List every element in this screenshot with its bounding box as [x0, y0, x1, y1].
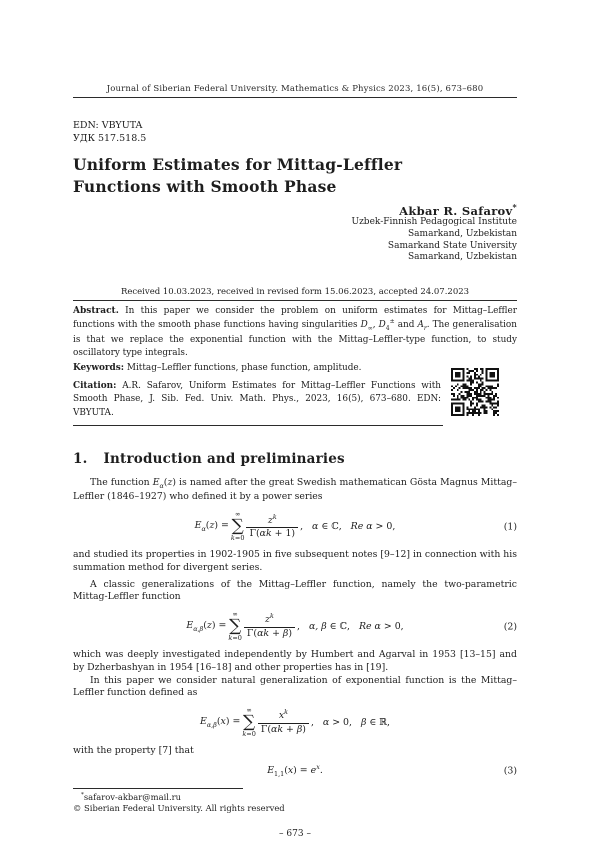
- equation-3-unnumbered: [73, 707, 517, 738]
- equation-4: [73, 763, 517, 779]
- abstract-top-rule: [73, 300, 517, 301]
- udk-line: УДК 517.518.5: [73, 133, 147, 145]
- section-number: 1.: [73, 451, 88, 468]
- author-name: Akbar R. Safarov*: [399, 201, 517, 218]
- paragraph-3: A classic generalizations of the Mittag–Leffler function, namely the two-parametric Mittag-Leffler function: [73, 578, 517, 603]
- section-heading: [73, 451, 517, 467]
- running-head: Journal of Siberian Federal University. Mathematics & Physics 2023, 16(5), 673–680: [106, 84, 484, 94]
- eq3-lhs: $E_{\alpha,\beta}(x)$ =: [199, 716, 241, 729]
- summation-symbol: ∞ ∑ k=0: [230, 510, 245, 543]
- received-line: Received 10.03.2023, received in revised form 15.06.2023, accepted 24.07.2023: [120, 287, 470, 298]
- keywords-text: Mittag–Leffler functions, phase function, amplitude.: [126, 363, 362, 374]
- citation-bottom-rule: [73, 425, 443, 426]
- paragraph-1: The function $E_\alpha(z)$ is named after the great Swedish mathematican Gösta Magnus Mittag–Leffler (1846–1927) who defined it by a power series: [73, 477, 517, 503]
- author-block: [73, 202, 517, 265]
- summation-symbol: ∞ ∑ k=0: [228, 609, 242, 643]
- affiliation-line: Samarkand State University: [387, 240, 517, 251]
- abstract-text: In this paper we consider the problem on uniform estimates for Mittag–Leffler functions with the smooth phase functions having singularities $D_\infty$, $D_4^\pm$ and $A_r$. The generalisation is that we replace the exponential function with the Mittag–Leffler-type function, to study oscillatory type integrals.: [73, 306, 517, 358]
- eq4-body: $E_{1,1}(x) = e^x$.: [267, 763, 323, 779]
- citation-label: Citation:: [73, 380, 117, 391]
- section-title: Introduction and preliminaries: [103, 451, 345, 468]
- footnote-rule: [73, 788, 243, 789]
- equation-2: [73, 611, 517, 642]
- fraction: $\frac{z^k}{\Gamma(\alpha k + \beta)}$: [244, 613, 295, 639]
- citation-text: A.R. Safarov, Uniform Estimates for Mittag–Leffler Functions with Smooth Phase, J. Sib. Fed. Univ. Math. Phys., 2023, 16(5), 673–680. EDN: VBYUTA.: [73, 380, 441, 418]
- fraction: $\frac{z^k}{\Gamma(\alpha k + 1)}$: [246, 514, 298, 540]
- eq1-conditions: , α ∈ ℂ, Re α > 0,: [300, 521, 396, 533]
- eq3-conditions: , α > 0, β ∈ ℝ,: [310, 716, 391, 728]
- sigma-glyph: ∑: [231, 516, 244, 537]
- summation-symbol: ∞ ∑ k=0: [242, 705, 256, 738]
- equation-number: (2): [503, 621, 517, 633]
- fraction: $\frac{x^k}{\Gamma(\alpha k + \beta)}$: [258, 709, 309, 735]
- qr-code: [451, 368, 499, 416]
- eq1-lhs: $E_\alpha(z)$ =: [194, 520, 229, 534]
- header-rule: [73, 97, 517, 98]
- paragraph-4: which was deeply investigated independently by Humbert and Agarval in 1953 [13–15] and by Dzherbashyan in 1954 [16–18] and other properties has in [19].: [73, 649, 517, 673]
- page-number: – 673 –: [279, 829, 311, 840]
- abstract: [73, 305, 517, 359]
- affiliation-line: Samarkand, Uzbekistan: [408, 229, 517, 240]
- article-identifiers: [73, 119, 517, 146]
- footnote-email: *safarov-akbar@mail.ru: [81, 791, 182, 802]
- abstract-label: Abstract.: [73, 306, 119, 317]
- equation-1: [73, 511, 517, 542]
- eq2-lhs: $E_{\alpha,\beta}(z)$ =: [186, 620, 227, 634]
- footnote-copyright: © Siberian Federal University. All rights reserved: [73, 803, 285, 814]
- edn-line: EDN: VBYUTA: [73, 120, 143, 131]
- article-title: Uniform Estimates for Mittag-Leffler Functions with Smooth Phase: [73, 154, 403, 197]
- paragraph-6: with the property [7] that: [73, 745, 194, 757]
- keywords-label: Keywords:: [73, 363, 125, 374]
- sigma-glyph: ∑: [243, 711, 256, 732]
- paragraph-2: and studied its properties in 1902-1905 in five subsequent notes [9–12] in connection with his summation method for divergent series.: [73, 549, 517, 574]
- paragraph-5: In this paper we consider natural generalization of exponential function is the Mittag–Leffler function defined as: [73, 674, 517, 699]
- footnote: [73, 788, 517, 816]
- equation-number: (3): [503, 765, 517, 777]
- sigma-glyph: ∑: [229, 616, 242, 637]
- affiliation-line: Samarkand, Uzbekistan: [408, 252, 517, 263]
- citation: [73, 380, 441, 426]
- citation-row: [73, 380, 517, 426]
- equation-number: (1): [503, 521, 517, 533]
- affiliation-line: Uzbek-Finnish Pedagogical Institute: [351, 217, 517, 228]
- eq2-conditions: , α, β ∈ ℂ, Re α > 0,: [297, 621, 404, 633]
